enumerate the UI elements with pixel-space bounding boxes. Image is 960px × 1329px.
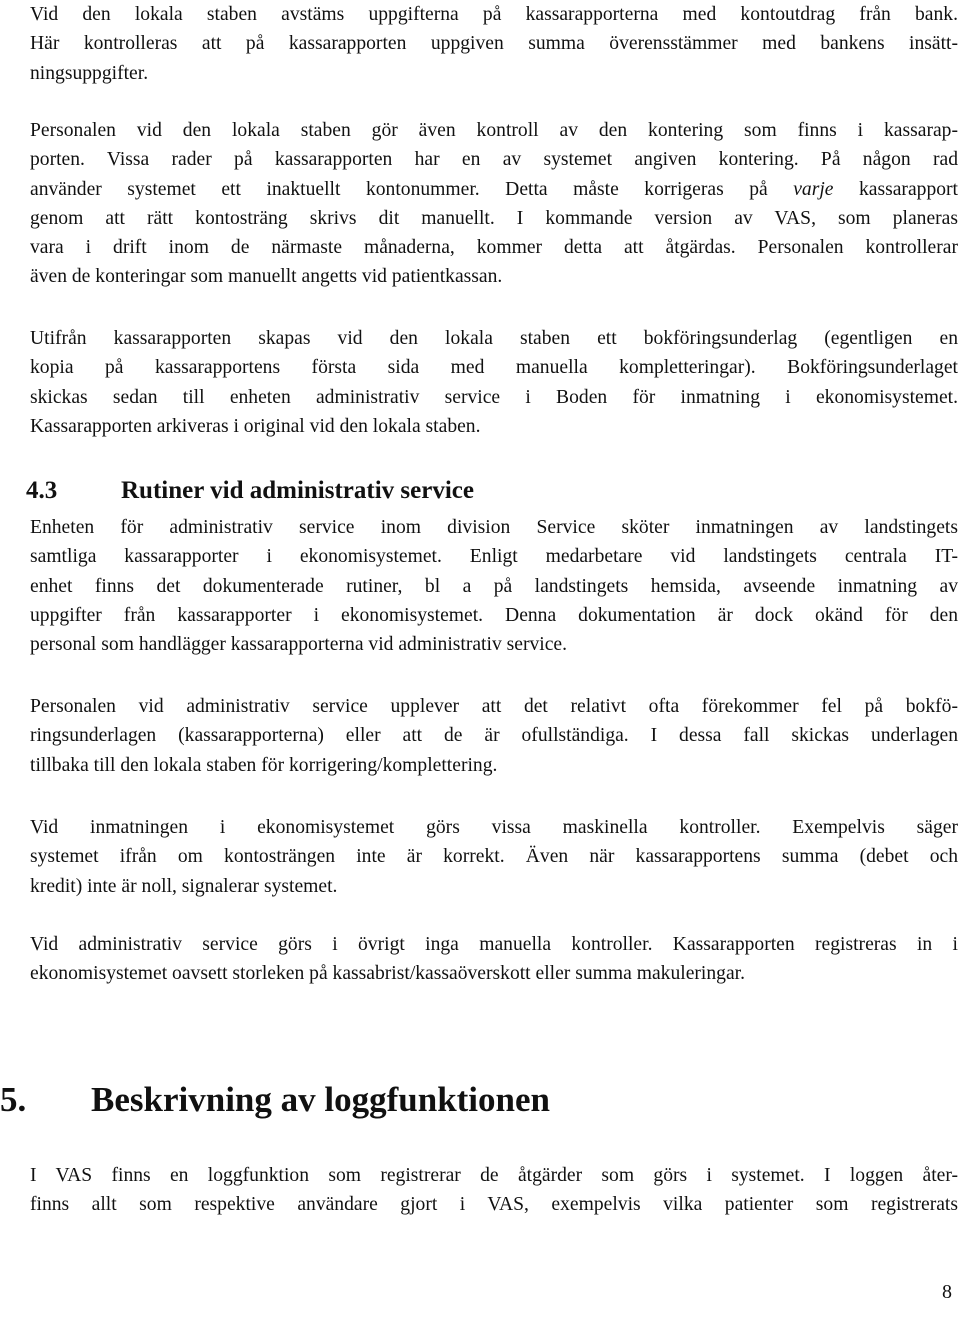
text-line: Här kontrolleras att på kassarapporten uppgiven summa överensstämmer med bankens insätt- (30, 33, 958, 55)
paragraph-errors (30, 692, 958, 780)
text-line: ringsunderlagen (kassarapporterna) eller att de är ofullständiga. I dessa fall skickas underlagen (30, 725, 958, 747)
paragraph-machine-controls (30, 813, 958, 901)
section-number: 5. (0, 1080, 27, 1119)
text-line: enhet finns det dokumenterade rutiner, bl a på landstingets hemsida, avseende inmatning av (30, 575, 958, 597)
text-line: systemet ifrån om kontosträngen inte är korrekt. Även när kassarapportens summa (debet och (30, 846, 958, 868)
text-line: kopia på kassarapportens första sida med manuella kompletteringar). Bokföringsunderlaget (30, 357, 958, 379)
section-title: Rutiner vid administrativ service (121, 477, 474, 504)
text-line: Enheten för administrativ service inom division Service sköter inmatningen av landstingets (30, 517, 958, 538)
page-number: 8 (942, 1281, 952, 1303)
text-line: Personalen vid administrativ service upplever att det relativt ofta förekommer fel på bokfö- (30, 696, 958, 717)
text-line: Vid administrativ service görs i övrigt inga manuella kontroller. Kassarapporten registreras in i (30, 934, 958, 955)
text-line: personal som handlägger kassarapporterna vid administrativ service. (30, 634, 568, 656)
text-line: tillbaka till den lokala staben för korrigering/komplettering. (30, 754, 498, 776)
text-line: även de konteringar som manuellt angetts vid patientkassan. (30, 266, 503, 288)
paragraph-bookkeeping-basis (30, 324, 958, 441)
paragraph-log-function (30, 1161, 958, 1220)
text-line: genom att rätt kontosträng skrivs dit manuellt. I kommande version av VAS, som planeras (30, 207, 958, 229)
paragraph-no-manual-controls (30, 930, 958, 989)
section-number: 4.3 (26, 477, 58, 504)
text-line: finns allt som respektive användare gjort i VAS, exempelvis vilka patienter som registrerats (30, 1194, 958, 1216)
text-line: ekonomisystemet oavsett storleken på kassabrist/kassaöverskott eller summa makuleringar. (30, 963, 745, 985)
paragraph-administrative-service (30, 513, 958, 659)
text-line: ningsuppgifter. (30, 62, 149, 84)
text-line: Vid inmatningen i ekonomisystemet görs vissa maskinella kontroller. Exempelvis säger (30, 817, 958, 838)
text-line: uppgifter från kassarapporter i ekonomisystemet. Denna dokumentation är dock okänd för den (30, 604, 958, 626)
paragraph-account-control (30, 116, 958, 292)
section-title: Beskrivning av loggfunktionen (91, 1080, 550, 1119)
text-line: skickas sedan till enheten administrativ service i Boden för inmatning i ekonomisystemet. (30, 386, 958, 408)
text-line: Vid den lokala staben avstäms uppgifterna på kassarapporterna med kontoutdrag från bank. (30, 4, 958, 25)
paragraph-bank-reconciliation (30, 0, 958, 88)
text-fragment: använder systemet ett inaktuellt kontonummer. Detta måste korrigeras på (30, 178, 794, 200)
emphasis-word: varje (793, 178, 834, 200)
text-line: I VAS finns en loggfunktion som registrerar de åtgärder som görs i systemet. I loggen åter- (30, 1165, 958, 1186)
text-line: porten. Vissa rader på kassarapporten har en av systemet angiven kontering. På någon rad (30, 149, 958, 171)
text-line (30, 175, 958, 204)
section-heading-4-3 (26, 474, 474, 508)
text-fragment: kassarapport (833, 178, 959, 200)
text-line: Personalen vid den lokala staben gör även kontroll av den kontering som finns i kassarap- (30, 120, 958, 141)
text-line: vara i drift inom de närmaste månaderna, kommer detta att åtgärdas. Personalen kontrollerar (30, 237, 958, 259)
section-heading-5 (0, 1077, 550, 1123)
text-line: Utifrån kassarapporten skapas vid den lokala staben ett bokföringsunderlag (egentligen en (30, 328, 958, 349)
text-line: samtliga kassarapporter i ekonomisystemet. Enligt medarbetare vid landstingets centrala IT- (30, 546, 958, 568)
text-line: Kassarapporten arkiveras i original vid den lokala staben. (30, 415, 481, 437)
text-line: kredit) inte är noll, signalerar systemet. (30, 875, 338, 897)
